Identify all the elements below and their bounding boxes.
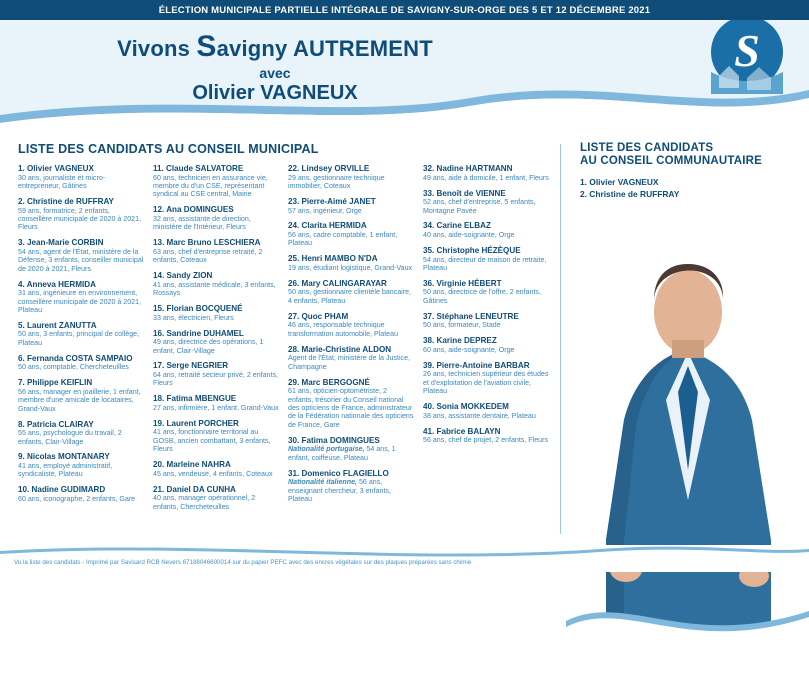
candidate-name: 11. Claude SALVATORE (153, 164, 244, 173)
candidate-entry (18, 485, 144, 503)
community-candidate-item: 2. Christine de RUFFRAY (580, 189, 680, 199)
candidate-description: 50 ans, directrice de l'offre, 2 enfants, Gâtines (423, 288, 541, 305)
candidate-name: 2. Christine de RUFFRAY (18, 196, 114, 206)
candidate-entry (18, 452, 144, 478)
candidate-description: 54 ans, agent de l'État, ministère de la Défense, 3 enfants, conseiller municipal de 2020 à 2021, Fleurs (18, 247, 144, 273)
candidate-description: 50 ans, formateur, Stade (423, 321, 501, 330)
candidate-entry (18, 378, 144, 413)
candidate-description: Nationalité italienne, 56 ans, enseignant chercheur, 3 enfants, Plateau (288, 478, 391, 503)
candidate-description: 30 ans, journaliste et micro-entrepreneur, Gâtines (18, 173, 106, 190)
candidate-name: 14. Sandy ZION (153, 271, 213, 281)
candidate-name: 20. Marleine NAHRA (153, 460, 231, 470)
slogan-line-3: Olivier VAGNEUX (192, 82, 358, 104)
candidate-description: 60 ans, iconographe, 2 enfants, Gare (18, 494, 136, 503)
community-candidate-item: 1. Olivier VAGNEUX (580, 177, 659, 187)
candidate-description: 54 ans, directeur de maison de retraite, Plateau (423, 255, 547, 272)
slogan-line-1-initial: S (196, 30, 217, 63)
photo-wave-overlay (566, 555, 809, 675)
candidate-entry (153, 238, 279, 264)
candidate-entry (18, 420, 144, 446)
candidate-entry (288, 436, 414, 462)
candidate-description: 41 ans, fonctionnaire territorial au GOSB, ancien combattant, 3 enfants, Fleurs (153, 428, 271, 454)
candidate-description: 56 ans, cadre comptable, 1 enfant, Plateau (288, 231, 398, 248)
candidate-entry (288, 197, 414, 215)
candidate-description: 45 ans, vendeuse, 4 enfants, Coteaux (153, 469, 273, 478)
candidate-entry (423, 164, 549, 182)
candidate-entry (153, 361, 279, 387)
candidate-description: 50 ans, 3 enfants, principal de collège, Plateau (18, 330, 140, 347)
candidate-description: 55 ans, psychologue du travail, 2 enfants, Clair-Village (18, 429, 122, 446)
candidate-name: 41. Fabrice BALAYN (423, 426, 501, 436)
column-divider (560, 144, 561, 534)
candidate-description: 38 ans, assistante dentaire, Plateau (423, 411, 536, 420)
candidate-entry (288, 469, 414, 504)
candidate-entry (18, 280, 144, 315)
svg-text:S: S (734, 25, 760, 76)
candidate-name: 27. Quoc PHAM (288, 311, 349, 321)
candidate-name: 38. Karine DEPREZ (423, 336, 497, 346)
candidate-description: 33 ans, électricien, Fleurs (153, 313, 234, 322)
candidate-entry (423, 336, 549, 354)
candidate-description: 27 ans, infirmière, 1 enfant, Grand-Vaux (153, 403, 279, 412)
candidate-entry (288, 312, 414, 338)
candidate-name: 22. Lindsey ORVILLE (288, 164, 370, 173)
candidate-name: 12. Ana DOMINGUES (153, 205, 234, 215)
candidate-photo (566, 240, 809, 675)
candidate-name: 40. Sonia MOKKEDEM (423, 402, 509, 412)
candidate-description: 57 ans, ingénieur, Orge (288, 206, 362, 215)
candidate-nationality-note: Nationalité italienne, (288, 478, 357, 487)
candidate-entry (423, 221, 549, 239)
candidate-description: 49 ans, aide à domicile, 1 enfant, Fleurs (423, 173, 549, 182)
candidate-name: 3. Jean-Marie CORBIN (18, 238, 104, 248)
candidate-name: 32. Nadine HARTMANN (423, 164, 513, 173)
candidate-entry (423, 246, 549, 272)
candidate-entry (423, 189, 549, 215)
candidate-name: 13. Marc Bruno LESCHIERA (153, 238, 261, 248)
candidate-name: 5. Laurent ZANUTTA (18, 320, 97, 330)
candidate-name: 7. Philippe KEIFLIN (18, 378, 93, 388)
candidate-name: 1. Olivier VAGNEUX (18, 164, 94, 173)
campaign-logo (685, 20, 803, 110)
slogan-line-1 (60, 30, 490, 64)
candidate-entry (423, 279, 549, 305)
candidate-entry (153, 164, 279, 199)
candidate-entry (153, 419, 279, 454)
candidate-entry (153, 485, 279, 511)
community-candidates (580, 176, 799, 200)
community-list-title-line1: LISTE DES CANDIDATS (580, 142, 714, 154)
candidate-entry (18, 238, 144, 273)
community-list-title-line2: AU CONSEIL COMMUNAUTAIRE (580, 155, 762, 167)
candidate-name: 4. Anneva HERMIDA (18, 279, 96, 289)
candidate-entry (288, 345, 414, 371)
municipal-list-column (0, 130, 556, 545)
election-banner (0, 0, 809, 20)
candidate-name: 6. Fernanda COSTA SAMPAIO (18, 353, 133, 363)
candidate-description: 61 ans, opticien-optométriste, 2 enfants, trésorier du Conseil national des opticiens de France, administrateur de la Fédération nationale des opticiens de France, Gare (288, 387, 414, 429)
candidate-name: 17. Serge NEGRIER (153, 361, 229, 371)
candidate-columns (18, 164, 556, 518)
candidate-description: 63 ans, chef d'entreprise retraité, 2 enfants, Coteaux (153, 247, 263, 265)
candidate-description: 56 ans, manager en joaillerie, 1 enfant, membre d'une amicale de locataires, Grand-Vaux (18, 387, 141, 413)
candidate-name: 31. Domenico FLAGIELLO (288, 468, 389, 478)
candidate-name: 28. Marie-Christine ALDON (288, 344, 392, 354)
candidate-description: 59 ans, formatrice, 2 enfants, conseillère municipale de 2020 à 2021, Fleurs (18, 206, 142, 232)
candidate-entry (288, 279, 414, 305)
candidate-entry (153, 271, 279, 297)
community-list-title (580, 142, 799, 168)
campaign-slogan (60, 30, 490, 105)
header (0, 20, 809, 130)
candidate-entry (18, 164, 144, 190)
slogan-line-2: avec (259, 65, 291, 81)
candidate-entry (423, 402, 549, 420)
candidate-name: 10. Nadine GUDIMARD (18, 485, 106, 495)
candidate-description: 52 ans, chef d'entreprise, 5 enfants, Montagne Pavée (423, 198, 536, 215)
slogan-line-1-post: avigny AUTREMENT (216, 36, 433, 61)
logo-icon (685, 20, 803, 110)
candidate-column-4 (423, 164, 549, 518)
candidate-entry (423, 427, 549, 445)
candidate-description: 60 ans, aide-soignante, Orge (423, 345, 515, 354)
candidate-description: 46 ans, responsable technique transformation automobile, Plateau (288, 321, 399, 338)
candidate-name: 29. Marc BERGOGNÉ (288, 377, 370, 387)
content-area (0, 130, 809, 545)
candidate-name: 8. Patricia CLAIRAY (18, 419, 94, 429)
candidate-description: 64 ans, retraité secteur privé, 2 enfants, Fleurs (153, 371, 278, 388)
candidate-description: 49 ans, directrice des opérations, 1 enfant, Clair-Village (153, 338, 264, 355)
candidate-column-1 (18, 164, 144, 518)
candidate-name: 37. Stéphane LENEUTRE (423, 311, 519, 321)
candidate-name: 21. Daniel DA CUNHA (153, 484, 236, 494)
candidate-description: 40 ans, manager opérationnel, 2 enfants, Chercheteuilles (153, 494, 256, 511)
candidate-name: 39. Pierre-Antoine BARBAR (423, 360, 530, 370)
candidate-name: 26. Mary CALINGARAYAR (288, 278, 387, 288)
candidate-entry (18, 197, 144, 232)
candidate-description: 41 ans, employé administratif, syndicaliste, Plateau (18, 462, 113, 479)
print-notice: Vu la liste des candidats - Imprimé par Savisard RCB Nevers 67188046600014 sur du papier PEFC avec des encres végétales sur des plaques préparées sans chimie (14, 559, 472, 566)
candidate-description: 50 ans, gestionnaire clientèle bancaire, 4 enfants, Plateau (288, 288, 412, 305)
candidate-entry (288, 164, 414, 190)
candidate-entry (423, 361, 549, 396)
candidate-name: 19. Laurent PORCHER (153, 418, 239, 428)
candidate-entry (423, 312, 549, 330)
candidate-description: 56 ans, chef de projet, 2 enfants, Fleurs (423, 436, 549, 445)
candidate-description: Agent de l'État, ministère de la Justice, Champagne (288, 354, 411, 371)
candidate-entry (288, 378, 414, 430)
candidate-description: 41 ans, assistante médicale, 3 enfants, Rossays (153, 280, 276, 298)
candidate-column-3 (288, 164, 414, 518)
candidate-description: Nationalité portugaise, 54 ans, 1 enfant, coiffeuse, Plateau (288, 445, 396, 462)
candidate-entry (18, 354, 144, 372)
candidate-name: 18. Fatima MBENGUE (153, 394, 237, 404)
candidate-entry (153, 304, 279, 322)
candidate-column-2 (153, 164, 279, 518)
candidate-description: 60 ans, technicien en assurance vie, membre du d'un CSE, représentant syndical au CSE central, Mairie (153, 173, 268, 199)
footer (0, 545, 809, 572)
candidate-description: 50 ans, comptable, Chercheteuilles (18, 363, 129, 372)
candidate-entry (18, 321, 144, 347)
candidate-description: 19 ans, étudiant logistique, Grand-Vaux (288, 263, 413, 272)
municipal-list-title: LISTE DES CANDIDATS AU CONSEIL MUNICIPAL (18, 142, 319, 156)
candidate-description: 31 ans, ingénieure en environnement, conseillère municipale de 2020 à 2021, Plateau (18, 289, 142, 314)
candidate-entry (288, 254, 414, 272)
candidate-name: 35. Christophe HÉZÈQUE (423, 245, 521, 255)
candidate-entry (153, 205, 279, 231)
candidate-name: 25. Henri MAMBO N'DA (288, 254, 378, 264)
candidate-description: 32 ans, assistante de direction, ministère de l'Intérieur, Fleurs (153, 214, 251, 232)
candidate-entry (153, 394, 279, 412)
candidate-description: 29 ans, gestionnaire technique immobilier, Coteaux (288, 173, 385, 190)
candidate-entry (153, 329, 279, 355)
candidate-nationality-note: Nationalité portugaise, (288, 445, 365, 454)
banner-text: ÉLECTION MUNICIPALE PARTIELLE INTÉGRALE DE SAVIGNY-SUR-ORGE DES 5 ET 12 DÉCEMBRE 2021 (158, 4, 651, 16)
candidate-name: 34. Carine ELBAZ (423, 221, 491, 231)
candidate-entry (288, 221, 414, 247)
candidate-name: 24. Clarita HERMIDA (288, 221, 367, 231)
candidate-name: 9. Nicolas MONTANARY (18, 452, 110, 462)
candidate-name: 15. Florian BOCQUENÉ (153, 304, 243, 314)
slogan-line-1-pre: Vivons (117, 36, 197, 61)
candidate-description: 40 ans, aide-soignante, Orge (423, 231, 515, 239)
candidate-entry (153, 460, 279, 478)
candidate-name: 36. Virginie HÉBERT (423, 278, 502, 288)
candidate-name: 23. Pierre-Aimé JANET (288, 196, 376, 206)
candidate-name: 33. Benoît de VIENNE (423, 188, 506, 198)
candidate-description: 26 ans, technicien supérieur des études et d'exploitation de l'aviation civile, Plateau (423, 370, 549, 396)
candidate-name: 16. Sandrine DUHAMEL (153, 328, 244, 338)
candidate-name: 30. Fatima DOMINGUES (288, 435, 380, 445)
